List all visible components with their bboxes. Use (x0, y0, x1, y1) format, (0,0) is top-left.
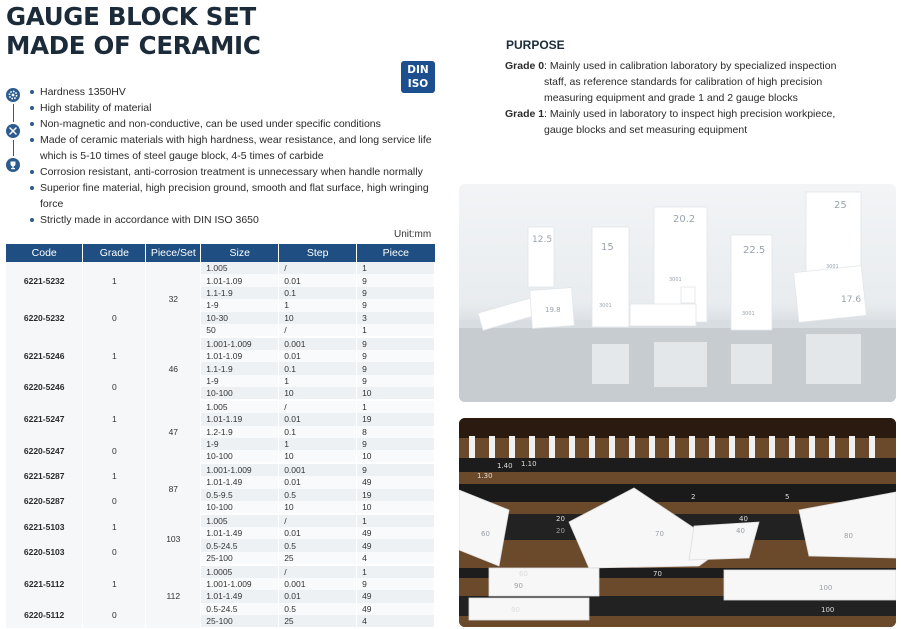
piece-cell: 9 (357, 274, 435, 286)
page-title (6, 2, 261, 60)
grade-cell: 0 (83, 539, 146, 564)
step-cell: 0.01 (279, 274, 357, 286)
step-cell: 0.001 (279, 463, 357, 476)
slot-label: 2 (691, 493, 696, 501)
step-cell: 10 (279, 312, 357, 324)
piece-set-cell: 32 (146, 262, 201, 337)
size-cell: 25-100 (201, 552, 279, 565)
table-row (6, 539, 435, 551)
table-row (6, 299, 435, 311)
block-label: 3001 (826, 264, 839, 270)
grade-cell: 0 (83, 489, 146, 514)
block-label: 3001 (669, 277, 682, 283)
piece-cell: 9 (357, 578, 435, 590)
piece-cell: 1 (357, 324, 435, 337)
header-piece: Piece (357, 244, 435, 262)
grade-cell: 1 (83, 400, 146, 438)
size-cell: 1.01-1.49 (201, 590, 279, 602)
code-cell: 6220-5112 (6, 603, 83, 628)
step-cell: 0.01 (279, 590, 357, 602)
size-cell: 1.01-1.49 (201, 527, 279, 539)
slot-label: 20 (556, 515, 565, 523)
code-cell: 6221-5112 (6, 565, 83, 603)
piece-cell: 1 (357, 565, 435, 578)
icon-connector (13, 140, 14, 156)
grade-cell: 0 (83, 299, 146, 337)
trophy-icon (6, 158, 20, 172)
purpose-heading: PURPOSE (506, 38, 565, 52)
header-size: Size (201, 244, 279, 262)
piece-cell: 9 (357, 337, 435, 350)
step-cell: 0.01 (279, 413, 357, 425)
step-cell: / (279, 514, 357, 527)
feature-item: Superior fine material, high precision ground, smooth and flat surface, high wringing force (30, 180, 445, 212)
size-cell: 10-30 (201, 312, 279, 324)
badge-line-1: DIN ISO (407, 64, 429, 90)
grade-description: : Mainly used in laboratory to inspect high precision workpiece, gauge blocks and set measuring equipment (544, 108, 836, 136)
block-label: 100 (819, 584, 833, 592)
grade-cell: 1 (83, 463, 146, 488)
piece-cell: 19 (357, 489, 435, 501)
piece-cell: 8 (357, 426, 435, 438)
code-cell: 6221-5246 (6, 337, 83, 375)
size-cell: 0.5-24.5 (201, 539, 279, 551)
block-label: 12.5 (532, 235, 553, 245)
code-cell: 6220-5287 (6, 489, 83, 514)
piece-set-cell: 112 (146, 565, 201, 628)
size-cell: 1.2-1.9 (201, 426, 279, 438)
step-cell: 1 (279, 438, 357, 450)
piece-set-cell: 87 (146, 463, 201, 514)
piece-set-cell: 46 (146, 337, 201, 400)
step-cell: 0.1 (279, 362, 357, 374)
feature-item: Strictly made in accordance with DIN ISO 3650 (30, 212, 445, 228)
table-row (6, 514, 435, 527)
step-cell: 0.001 (279, 337, 357, 350)
badge-line-2: 3650 (403, 92, 433, 104)
piece-cell: 9 (357, 438, 435, 450)
grade-cell: 1 (83, 565, 146, 603)
slot-label: 90 (511, 606, 520, 614)
step-cell: 1 (279, 299, 357, 311)
grade-label: Grade 0 (505, 60, 545, 72)
size-cell: 25-100 (201, 615, 279, 628)
piece-set-cell: 47 (146, 400, 201, 463)
table-row (6, 565, 435, 578)
size-cell: 1-9 (201, 438, 279, 450)
step-cell: 0.001 (279, 578, 357, 590)
grade-cell: 0 (83, 603, 146, 628)
piece-cell: 9 (357, 463, 435, 476)
slot-label: 1.30 (477, 472, 493, 480)
slot-label: 70 (653, 570, 662, 578)
icon-connector (13, 104, 14, 122)
block-label: 19.8 (545, 306, 561, 314)
size-cell: 1.01-1.49 (201, 476, 279, 488)
feature-item: Made of ceramic materials with high hardness, wear resistance, and long service life which is 5-10 times of steel gauge block, 4-5 times of carbide (30, 132, 445, 164)
product-photo-blocks (459, 184, 896, 402)
piece-cell: 9 (357, 350, 435, 362)
feature-list (30, 84, 445, 228)
step-cell: 0.01 (279, 527, 357, 539)
code-cell: 6220-5232 (6, 299, 83, 337)
block-label: 70 (655, 530, 664, 538)
step-cell: 10 (279, 450, 357, 463)
block-label: 22.5 (743, 245, 766, 256)
gear-icon (6, 88, 20, 102)
gauge-block-case-illustration (459, 418, 896, 627)
size-cell: 1.1-1.9 (201, 362, 279, 374)
step-cell: 0.1 (279, 426, 357, 438)
size-cell: 0.5-24.5 (201, 603, 279, 615)
piece-cell: 19 (357, 413, 435, 425)
table-row (6, 603, 435, 615)
code-cell: 6220-5246 (6, 375, 83, 400)
step-cell: / (279, 400, 357, 413)
header-piece-set: Piece/Set (146, 244, 201, 262)
size-cell: 1.001-1.009 (201, 463, 279, 476)
step-cell: / (279, 565, 357, 578)
grade-label: Grade 1 (505, 108, 545, 120)
piece-cell: 4 (357, 615, 435, 628)
table-row (6, 489, 435, 501)
size-cell: 1.01-1.09 (201, 274, 279, 286)
step-cell: 25 (279, 552, 357, 565)
step-cell: 0.01 (279, 350, 357, 362)
piece-cell: 3 (357, 312, 435, 324)
piece-cell: 1 (357, 262, 435, 274)
piece-cell: 9 (357, 287, 435, 299)
slot-label: 5 (785, 493, 790, 501)
feature-item: Hardness 1350HV (30, 84, 445, 100)
step-cell: 1 (279, 375, 357, 387)
grade-cell: 0 (83, 375, 146, 400)
size-cell: 1-9 (201, 375, 279, 387)
step-cell: 0.5 (279, 489, 357, 501)
slot-label: 40 (739, 515, 748, 523)
ceramic-blocks-illustration (459, 184, 896, 402)
title-line-1: GAUGE BLOCK SET (6, 2, 256, 31)
feature-icon-column (6, 88, 20, 184)
spec-table (6, 244, 435, 629)
size-cell: 10-100 (201, 450, 279, 463)
piece-cell: 9 (357, 362, 435, 374)
unit-label: Unit:mm (394, 229, 432, 240)
purpose-grade-0 (505, 58, 850, 106)
piece-cell: 49 (357, 476, 435, 488)
size-cell: 1.01-1.09 (201, 350, 279, 362)
size-cell: 1-9 (201, 299, 279, 311)
code-cell: 6221-5232 (6, 262, 83, 299)
code-cell: 6220-5103 (6, 539, 83, 564)
slot-label: 1.40 (497, 462, 513, 470)
code-cell: 6221-5287 (6, 463, 83, 488)
product-photo-case (459, 418, 896, 627)
size-cell: 1.005 (201, 514, 279, 527)
piece-cell: 49 (357, 527, 435, 539)
piece-set-cell: 103 (146, 514, 201, 565)
block-label: 15 (601, 242, 614, 253)
header-step: Step (279, 244, 357, 262)
piece-cell: 49 (357, 539, 435, 551)
grade-description: : Mainly used in calibration laboratory by specialized inspection staff, as reference standards for calibration of high precision measuring equipment and grade 1 and 2 gauge blocks (544, 60, 837, 104)
block-label: 40 (736, 527, 745, 535)
step-cell: / (279, 262, 357, 274)
feature-item: Non-magnetic and non-conductive, can be used under specific conditions (30, 116, 445, 132)
purpose-list (505, 58, 850, 138)
header-code: Code (6, 244, 83, 262)
block-label: 3001 (742, 311, 755, 317)
block-label: 17.6 (841, 295, 862, 305)
size-cell: 10-100 (201, 387, 279, 400)
table-row (6, 400, 435, 413)
piece-cell: 4 (357, 552, 435, 565)
grade-cell: 1 (83, 337, 146, 375)
piece-cell: 49 (357, 590, 435, 602)
block-label: 3001 (599, 303, 612, 309)
code-cell: 6221-5103 (6, 514, 83, 539)
feature-item: High stability of material (30, 100, 445, 116)
step-cell: 10 (279, 501, 357, 514)
table-body (6, 262, 435, 628)
block-label: 80 (844, 532, 853, 540)
piece-cell: 10 (357, 450, 435, 463)
piece-cell: 10 (357, 387, 435, 400)
grade-cell: 1 (83, 262, 146, 299)
code-cell: 6220-5247 (6, 438, 83, 463)
size-cell: 50 (201, 324, 279, 337)
block-label: 90 (514, 582, 523, 590)
piece-cell: 1 (357, 514, 435, 527)
piece-cell: 10 (357, 501, 435, 514)
table-row (6, 375, 435, 387)
title-line-2: MADE OF CERAMIC (6, 31, 261, 60)
step-cell: 0.1 (279, 287, 357, 299)
step-cell: / (279, 324, 357, 337)
size-cell: 0.5-9.5 (201, 489, 279, 501)
code-cell: 6221-5247 (6, 400, 83, 438)
size-cell: 1.001-1.009 (201, 578, 279, 590)
table-row (6, 337, 435, 350)
table-row (6, 463, 435, 476)
table-row (6, 262, 435, 274)
size-cell: 1.001-1.009 (201, 337, 279, 350)
size-cell: 1.0005 (201, 565, 279, 578)
size-cell: 1.1-1.9 (201, 287, 279, 299)
table-row (6, 438, 435, 450)
step-cell: 0.5 (279, 603, 357, 615)
purpose-grade-1 (505, 106, 850, 138)
step-cell: 0.5 (279, 539, 357, 551)
size-cell: 1.005 (201, 400, 279, 413)
piece-cell: 9 (357, 375, 435, 387)
step-cell: 25 (279, 615, 357, 628)
step-cell: 10 (279, 387, 357, 400)
grade-cell: 0 (83, 438, 146, 463)
table-header-row (6, 244, 435, 262)
block-label: 60 (481, 530, 490, 538)
slot-label: 60 (519, 570, 528, 578)
block-label: 20 (556, 527, 565, 535)
size-cell: 1.01-1.19 (201, 413, 279, 425)
grade-cell: 1 (83, 514, 146, 539)
slot-label: 100 (821, 606, 835, 614)
header-grade: Grade (83, 244, 146, 262)
piece-cell: 1 (357, 400, 435, 413)
block-label: 25 (834, 200, 847, 211)
wrench-icon (6, 124, 20, 138)
slot-label: 1.10 (521, 460, 537, 468)
block-label: 20.2 (673, 214, 696, 225)
feature-item: Corrosion resistant, anti-corrosion treatment is unnecessary when handle normally (30, 164, 445, 180)
piece-cell: 9 (357, 299, 435, 311)
size-cell: 10-100 (201, 501, 279, 514)
piece-cell: 49 (357, 603, 435, 615)
size-cell: 1.005 (201, 262, 279, 274)
step-cell: 0.01 (279, 476, 357, 488)
